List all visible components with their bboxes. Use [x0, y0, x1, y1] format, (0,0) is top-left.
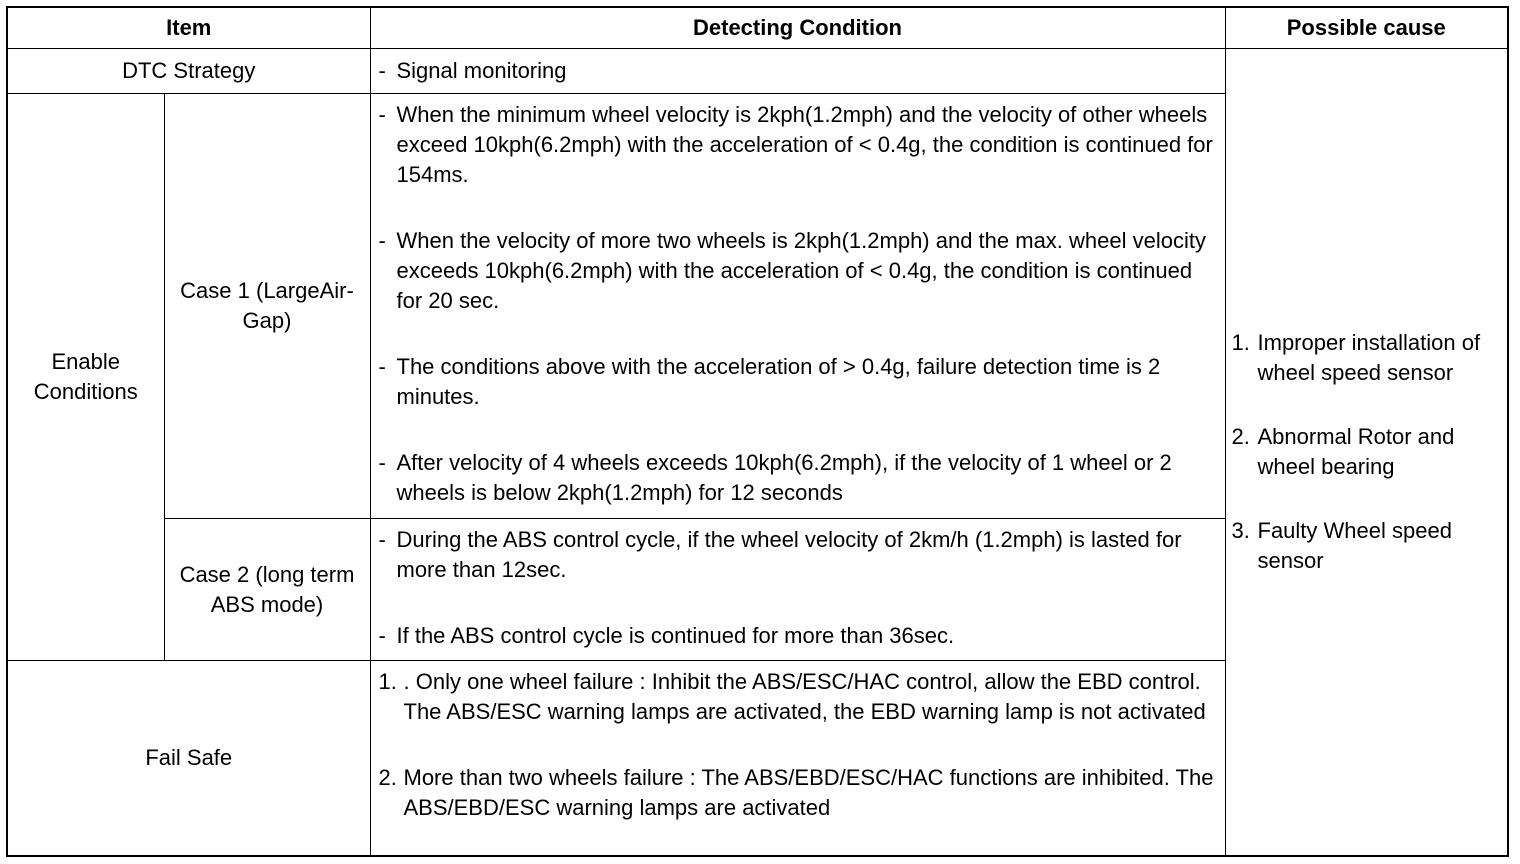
cause-text: Abnormal Rotor and wheel bearing: [1257, 424, 1455, 479]
bullet: -: [378, 527, 386, 552]
list-item: [379, 226, 1217, 316]
cause-item: [1232, 328, 1502, 388]
case2-condition: During the ABS control cycle, if the wheel velocity of 2km/h (1.2mph) is lasted for more than 12sec.: [396, 527, 1182, 582]
cause-number: 2.: [1231, 424, 1250, 449]
list-item: [379, 448, 1217, 508]
cause-item: [1232, 516, 1502, 576]
fail-safe-label: Fail Safe: [7, 661, 370, 857]
bullet: -: [378, 102, 386, 127]
dtc-strategy-label: DTC Strategy: [7, 49, 370, 94]
header-row: [7, 7, 1508, 49]
list-item: [379, 667, 1217, 727]
bullet: -: [378, 450, 386, 475]
cause-number: 3.: [1231, 518, 1250, 543]
list-item: [379, 763, 1217, 823]
bullet: -: [378, 623, 386, 648]
cause-number: 1.: [1231, 330, 1250, 355]
header-possible-cause: Possible cause: [1225, 7, 1508, 49]
fail-safe-number: 1.: [378, 669, 397, 694]
case2-conditions-cell: [370, 519, 1225, 661]
cause-text: Improper installation of wheel speed sensor: [1257, 330, 1481, 385]
dtc-strategy-condition: Signal monitoring: [396, 58, 567, 83]
case1-condition: After velocity of 4 wheels exceeds 10kph(6.2mph), if the velocity of 1 wheel or 2 wheels is below 2kph(1.2mph) for 12 seconds: [396, 450, 1172, 505]
case2-label: Case 2 (long term ABS mode): [164, 519, 370, 661]
case1-condition: When the velocity of more two wheels is 2kph(1.2mph) and the max. wheel velocity exceeds 10kph(6.2mph) with the acceleration of < 0.4g, the condition is continued for 20 sec.: [396, 228, 1206, 313]
case2-condition: If the ABS control cycle is continued for more than 36sec.: [396, 623, 955, 648]
case1-label: Case 1 (LargeAir-Gap): [164, 94, 370, 519]
dtc-strategy-row: [7, 49, 1508, 94]
cause-text: Faulty Wheel speed sensor: [1257, 518, 1452, 573]
case1-conditions-cell: [370, 94, 1225, 519]
bullet: -: [378, 228, 386, 253]
case1-condition: When the minimum wheel velocity is 2kph(1.2mph) and the velocity of other wheels exceed 10kph(6.2mph) with the acceleration of < 0.4g, the condition is continued for 154ms.: [396, 102, 1213, 187]
header-item: Item: [7, 7, 370, 49]
header-detecting-condition: Detecting Condition: [370, 7, 1225, 49]
bullet: -: [378, 58, 386, 83]
case1-condition: The conditions above with the acceleration of > 0.4g, failure detection time is 2 minutes.: [396, 354, 1161, 409]
list-item: [379, 56, 1217, 86]
enable-conditions-label: Enable Conditions: [7, 94, 164, 661]
list-item: [379, 525, 1217, 585]
bullet: -: [378, 354, 386, 379]
fail-safe-number: 2.: [378, 765, 397, 790]
fail-safe-cell: [370, 661, 1225, 857]
list-item: [379, 621, 1217, 651]
possible-cause-cell: [1225, 49, 1508, 857]
list-item: [379, 100, 1217, 190]
cause-item: [1232, 422, 1502, 482]
dtc-strategy-condition-cell: [370, 49, 1225, 94]
fail-safe-text: . Only one wheel failure : Inhibit the ABS/ESC/HAC control, allow the EBD control. The ABS/ESC warning lamps are activated, the EBD warning lamp is not activated: [403, 669, 1206, 724]
dtc-table: [6, 6, 1509, 857]
list-item: [379, 352, 1217, 412]
fail-safe-text: More than two wheels failure : The ABS/EBD/ESC/HAC functions are inhibited. The ABS/EBD/ESC warning lamps are activated: [403, 765, 1214, 820]
